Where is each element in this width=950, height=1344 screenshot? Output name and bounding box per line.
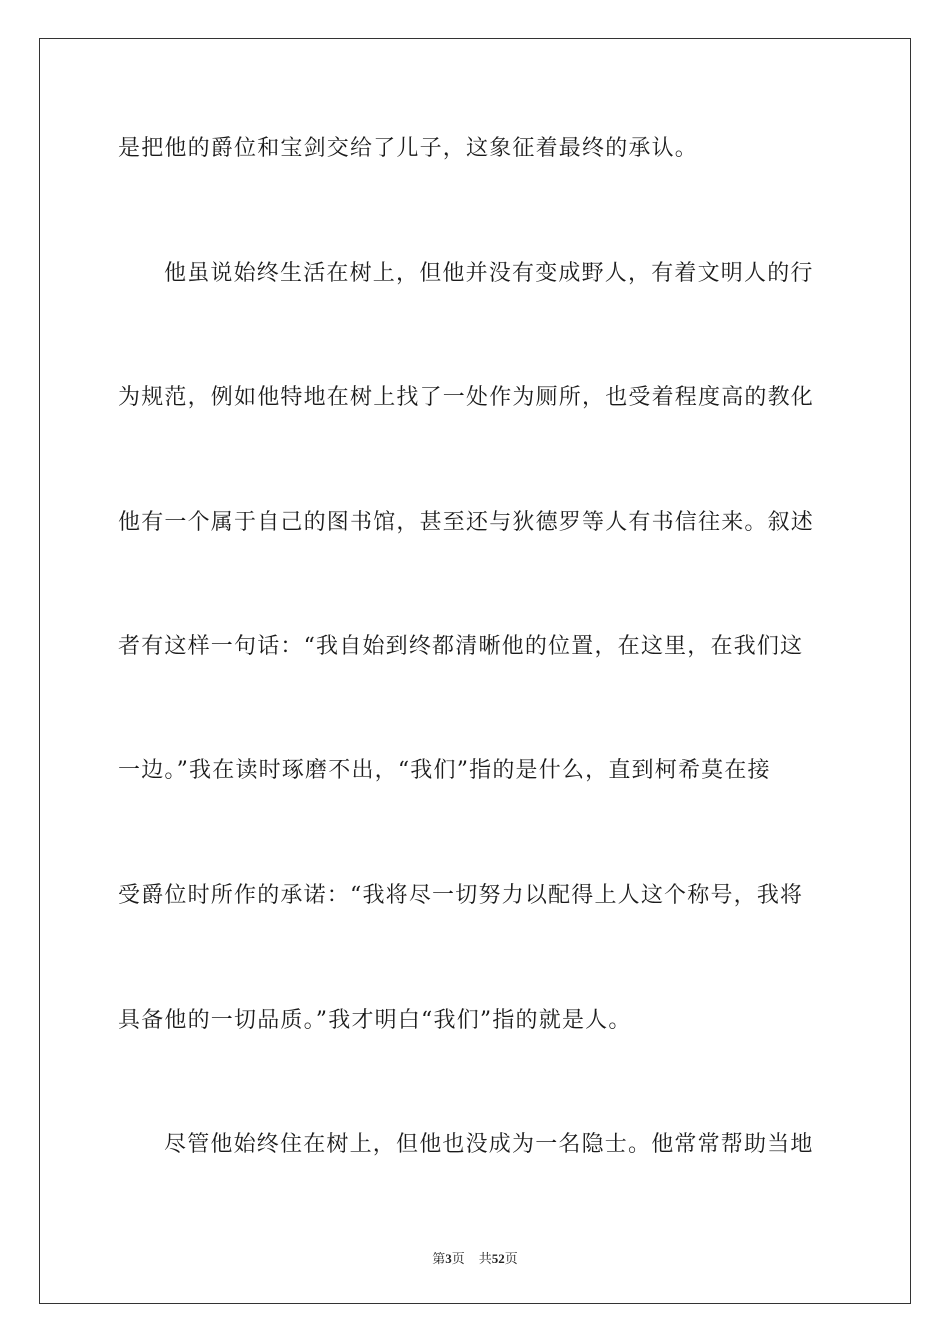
page-border — [39, 38, 911, 1304]
page-suffix: 页 — [451, 1251, 465, 1266]
page-current: 3 — [445, 1251, 452, 1266]
text-line-6: 一边。”我在读时琢磨不出，“我们”指的是什么，直到柯希莫在接 — [118, 758, 771, 783]
page-total: 52 — [491, 1251, 505, 1266]
text-line-7: 受爵位时所作的承诺：“我将尽一切努力以配得上人这个称号，我将 — [118, 883, 804, 908]
total-suffix: 页 — [504, 1251, 518, 1266]
total-prefix: 共 — [478, 1251, 492, 1266]
page-footer — [0, 1248, 950, 1267]
text-line-8: 具备他的一切品质。”我才明白“我们”指的就是人。 — [118, 1008, 632, 1033]
text-line-5: 者有这样一句话：“我自始到终都清晰他的位置，在这里，在我们这 — [118, 634, 804, 659]
text-line-4: 他有一个属于自己的图书馆，甚至还与狄德罗等人有书信往来。叙述 — [118, 510, 815, 535]
page-prefix: 第 — [432, 1251, 446, 1266]
text-line-9: 尽管他始终住在树上，但他也没成为一名隐士。他常常帮助当地 — [164, 1132, 814, 1157]
text-line-2: 他虽说始终生活在树上，但他并没有变成野人，有着文明人的行 — [164, 261, 814, 286]
text-line-1: 是把他的爵位和宝剑交给了儿子，这象征着最终的承认。 — [118, 136, 699, 161]
text-line-3: 为规范，例如他特地在树上找了一处作为厕所，也受着程度高的教化 — [118, 385, 815, 410]
